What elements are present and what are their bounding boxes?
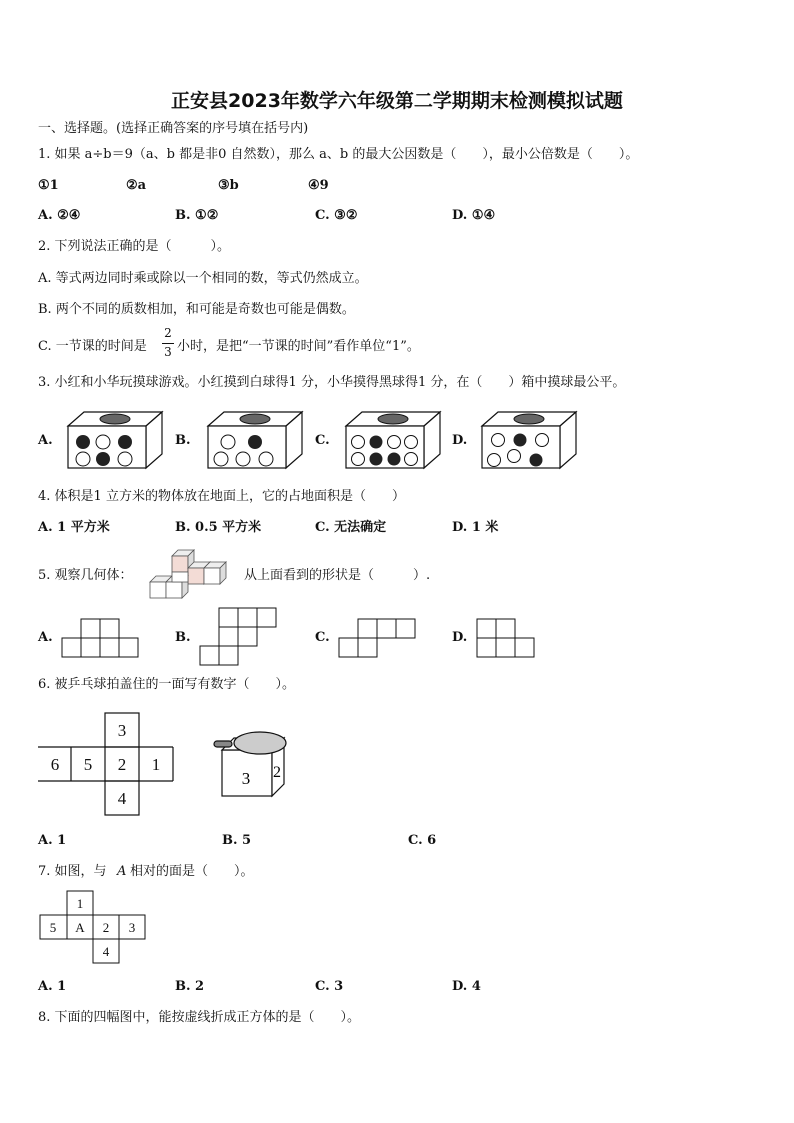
q2-option-c-pre[interactable]: C. 一节课的时间是 (38, 339, 147, 354)
q7-stem-var: A (117, 864, 127, 879)
q4-option-b[interactable]: B. 0.5 平方米 (175, 520, 262, 535)
q7-cube-net (40, 890, 150, 964)
net-face: 5 (49, 920, 57, 935)
q6-option-b[interactable]: B. 5 (222, 833, 252, 848)
cube-stack-figure (148, 548, 234, 600)
fraction-numerator: 2 (164, 326, 172, 340)
q4-option-c[interactable]: C. 无法确定 (315, 520, 387, 535)
q1-item-2: ②a (126, 178, 147, 193)
q5-label-b[interactable]: B. (175, 630, 191, 645)
q5-shape-a (62, 618, 142, 658)
fraction-bar (162, 343, 174, 344)
q1-option-c[interactable]: C. ③② (315, 208, 358, 223)
q3-stem: 3. 小红和小华玩摸球游戏。小红摸到白球得1 分，小华摸得黑球得1 分，在（ ）箱中摸球最公平。 (38, 375, 626, 390)
q3-label-b[interactable]: B. (175, 433, 191, 448)
q1-item-4: ④9 (308, 178, 329, 193)
q3-label-d[interactable]: D. (452, 433, 468, 448)
net-face: 3 (117, 721, 127, 740)
net-face: 2 (102, 920, 110, 935)
ball-box-d (482, 410, 576, 470)
q2-option-a[interactable]: A. 等式两边同时乘或除以一个相同的数，等式仍然成立。 (38, 271, 368, 286)
net-face: 3 (128, 920, 136, 935)
net-face: A (75, 920, 85, 935)
q7-stem-post: 相对的面是（ ）。 (130, 864, 254, 879)
q8-stem: 8. 下面的四幅图中，能按虚线折成正方体的是（ ）。 (38, 1010, 361, 1025)
q6-cube-with-paddle (214, 730, 294, 800)
ball-box-a (68, 410, 162, 470)
q5-label-a[interactable]: A. (38, 630, 53, 645)
q5-label-c[interactable]: C. (315, 630, 330, 645)
net-face: 4 (117, 789, 127, 808)
cube-front-face: 3 (241, 769, 251, 788)
cube-side-face: 2 (273, 764, 281, 781)
q4-stem: 4. 体积是1 立方米的物体放在地面上，它的占地面积是（ ） (38, 489, 405, 504)
q7-option-c[interactable]: C. 3 (315, 979, 344, 994)
q5-shape-d (477, 618, 557, 658)
q7-option-d[interactable]: D. 4 (452, 979, 481, 994)
q6-stem: 6. 被乒乓球拍盖住的一面写有数字（ ）。 (38, 677, 296, 692)
net-face: 5 (83, 755, 93, 774)
q2-option-b[interactable]: B. 两个不同的质数相加，和可能是奇数也可能是偶数。 (38, 302, 355, 317)
q1-option-a[interactable]: A. ②④ (38, 208, 81, 223)
q5-label-d[interactable]: D. (452, 630, 468, 645)
q6-option-c[interactable]: C. 6 (408, 833, 437, 848)
q7-option-b[interactable]: B. 2 (175, 979, 205, 994)
q7-option-a[interactable]: A. 1 (38, 979, 67, 994)
q1-option-b[interactable]: B. ①② (175, 208, 219, 223)
page-title: 正安县2023年数学六年级第二学期期末检测模拟试题 (171, 90, 623, 112)
q2-option-c-post: 小时，是把“一节课的时间”看作单位“1”。 (177, 339, 420, 354)
net-face: 1 (151, 755, 161, 774)
net-face: 1 (76, 896, 84, 911)
q5-stem-pre: 5. 观察几何体： (38, 568, 133, 583)
q1-stem: 1. 如果 a÷b＝9（a、b 都是非0 自然数），那么 a、b 的最大公因数是（ ），最小公倍数是（ ）。 (38, 147, 639, 162)
q4-option-a[interactable]: A. 1 平方米 (38, 520, 110, 535)
net-face: 4 (102, 944, 110, 959)
ball-box-c (346, 410, 440, 470)
q4-option-d[interactable]: D. 1 米 (452, 520, 499, 535)
fraction-denominator: 3 (164, 345, 172, 359)
q1-option-d[interactable]: D. ①④ (452, 208, 496, 223)
q1-item-3: ③b (218, 178, 239, 193)
q3-label-a[interactable]: A. (38, 433, 53, 448)
q7-stem-pre: 7. 如图，与 (38, 864, 107, 879)
q5-shape-b (200, 607, 280, 667)
q3-label-c[interactable]: C. (315, 433, 330, 448)
q6-cube-net (38, 712, 178, 816)
section-heading: 一、选择题。(选择正确答案的序号填在括号内) (38, 121, 309, 136)
q6-option-a[interactable]: A. 1 (38, 833, 67, 848)
q1-item-1: ①1 (38, 178, 59, 193)
q5-stem-post: 从上面看到的形状是（ ）. (244, 568, 431, 583)
ball-box-b (208, 410, 302, 470)
q5-shape-c (339, 618, 419, 658)
q2-stem: 2. 下列说法正确的是（ ）。 (38, 239, 231, 254)
net-face: 6 (50, 755, 60, 774)
net-face: 2 (117, 755, 127, 774)
